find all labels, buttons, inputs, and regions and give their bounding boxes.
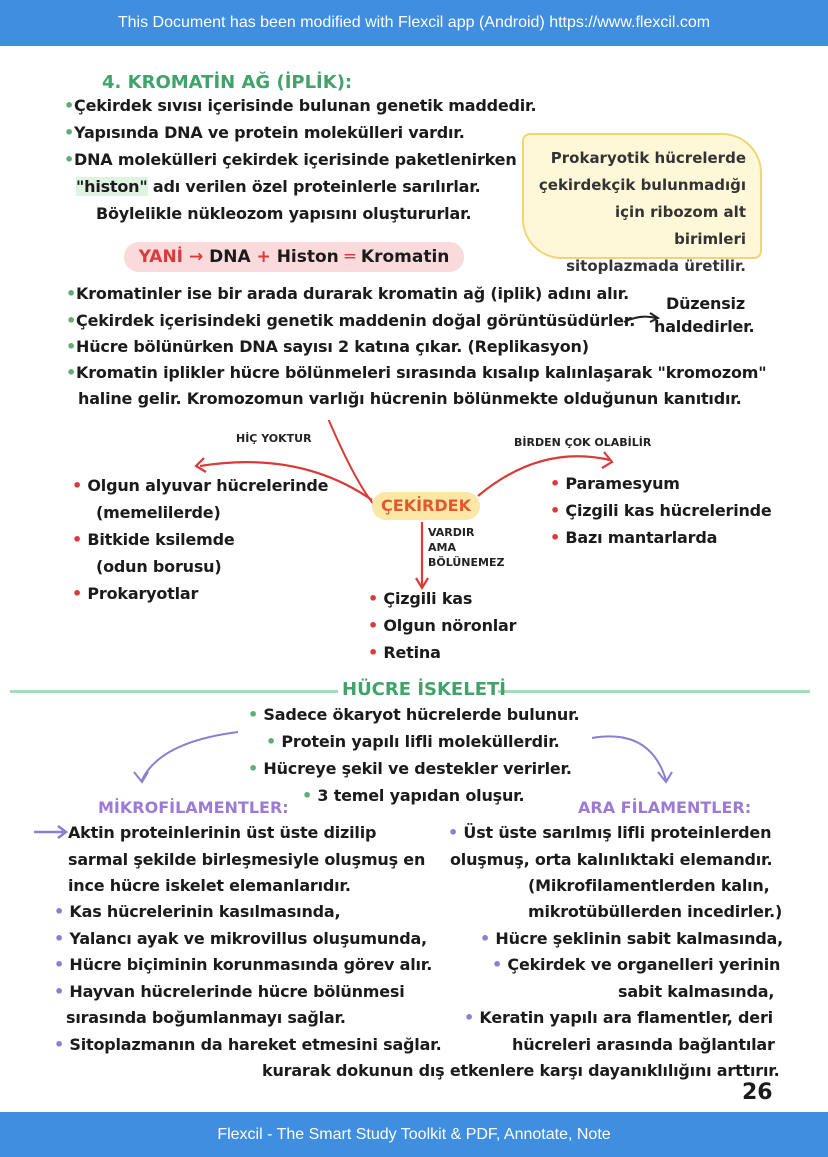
kromatin-bullet: •Kromatinler ise bir arada durarak kromatin ağ (iplik) adını alır. bbox=[66, 284, 629, 303]
left-item: • Bitkide ksilemde bbox=[72, 530, 235, 549]
mikro-line: ince hücre iskelet elemanlarıdır. bbox=[68, 876, 351, 895]
divider-right bbox=[498, 690, 810, 693]
left-item: (odun borusu) bbox=[96, 557, 222, 576]
ara-line: • Keratin yapılı ara flamentler, deri bbox=[464, 1008, 773, 1027]
kromatin-title: 4. KROMATİN AĞ (İPLİK): bbox=[102, 72, 353, 93]
birden-cok-label: BİRDEN ÇOK OLABİLİR bbox=[514, 436, 652, 449]
iskelet-title: HÜCRE İSKELETİ bbox=[342, 679, 506, 700]
mikro-title: MİKROFİLAMENTLER: bbox=[98, 798, 289, 817]
hic-yoktur-label: HİÇ YOKTUR bbox=[236, 432, 312, 445]
left-item: • Prokaryotlar bbox=[72, 584, 199, 603]
ara-line: hücreleri arasında bağlantılar bbox=[512, 1035, 775, 1054]
iskelet-bullet: • Sadece ökaryot hücrelerde bulunur. bbox=[248, 705, 580, 724]
ara-line: sabit kalmasında, bbox=[618, 982, 775, 1001]
kromatin-bullet-cont: haline gelir. Kromozomun varlığı hücrenin bölünmekte olduğunun kanıtıdır. bbox=[78, 389, 742, 408]
left-item: • Olgun alyuvar hücrelerinde bbox=[72, 476, 329, 495]
down-item: • Retina bbox=[368, 643, 441, 662]
iskelet-bullet: • 3 temel yapıdan oluşur. bbox=[302, 786, 525, 805]
kromatin-bullet: •DNA molekülleri çekirdek içerisinde paketlenirken bbox=[64, 150, 517, 169]
divider-left bbox=[10, 690, 338, 693]
nukleozom-line: Böylelikle nükleozom yapısını oluştururlar. bbox=[96, 204, 472, 223]
histon-line: "histon" adı verilen özel proteinlerle sarılırlar. bbox=[76, 177, 481, 196]
mikro-line: • Hayvan hücrelerinde hücre bölünmesi bbox=[54, 982, 405, 1001]
cekirdek-center: ÇEKİRDEK bbox=[372, 492, 480, 520]
iskelet-bullet: • Protein yapılı lifli moleküllerdir. bbox=[266, 732, 560, 751]
mikro-line: Aktin proteinlerinin üst üste dizilip bbox=[68, 823, 377, 842]
flexcil-header-banner: This Document has been modified with Flexcil app (Android) https://www.flexcil.com bbox=[0, 0, 828, 46]
kromatin-formula: YANİ → DNA + Histon ═ Kromatin bbox=[124, 242, 464, 272]
ara-line: mikrotübüllerden incedirler.) bbox=[528, 902, 783, 921]
flexcil-footer-banner: Flexcil - The Smart Study Toolkit & PDF, Annotate, Note bbox=[0, 1112, 828, 1157]
ara-title: ARA FİLAMENTLER: bbox=[578, 798, 752, 817]
kromatin-bullet: •Çekirdek içerisindeki genetik maddenin doğal görüntüsüdürler. bbox=[66, 311, 636, 330]
mikro-line: • Hücre biçiminin korunmasında görev alır. bbox=[54, 955, 433, 974]
left-item: (memelilerde) bbox=[96, 503, 221, 522]
ara-line: kurarak dokunun dış etkenlere karşı dayanıklılığını arttırır. bbox=[262, 1061, 780, 1080]
page-number: 26 bbox=[742, 1080, 773, 1105]
duzensiz-label: haldedirler. bbox=[654, 317, 755, 336]
kromatin-bullet: •Hücre bölünürken DNA sayısı 2 katına çıkar. (Replikasyon) bbox=[66, 337, 589, 356]
ara-line: • Çekirdek ve organelleri yerinin bbox=[492, 955, 781, 974]
prokaryote-note: Prokaryotik hücrelerde çekirdekçik bulunmadığı için ribozom alt birimleri sitoplazmada üretilir. bbox=[522, 133, 762, 259]
duzensiz-label: Düzensiz bbox=[666, 294, 745, 313]
right-item: • Çizgili kas hücrelerinde bbox=[550, 501, 772, 520]
ara-line: • Hücre şeklinin sabit kalmasında, bbox=[480, 929, 783, 948]
kromatin-bullet: •Kromatin iplikler hücre bölünmeleri sırasında kısalıp kalınlaşarak "kromozom" bbox=[66, 363, 767, 382]
mikro-line: • Kas hücrelerinin kasılmasında, bbox=[54, 902, 341, 921]
mikro-line: • Yalancı ayak ve mikrovillus oluşumunda, bbox=[54, 929, 427, 948]
right-item: • Bazı mantarlarda bbox=[550, 528, 718, 547]
iskelet-bullet: • Hücreye şekil ve destekler verirler. bbox=[248, 759, 572, 778]
iskelet-arrows bbox=[120, 722, 720, 792]
ara-line: • Üst üste sarılmış lifli proteinlerden bbox=[448, 823, 772, 842]
vardir-label: VARDIR AMA BÖLÜNEMEZ bbox=[428, 526, 505, 569]
right-item: • Paramesyum bbox=[550, 474, 680, 493]
kromatin-bullet: •Yapısında DNA ve protein molekülleri vardır. bbox=[64, 123, 465, 142]
down-item: • Çizgili kas bbox=[368, 589, 473, 608]
down-item: • Olgun nöronlar bbox=[368, 616, 517, 635]
ara-line: oluşmuş, orta kalınlıktaki elemandır. bbox=[450, 850, 773, 869]
ara-line: (Mikrofilamentlerden kalın, bbox=[528, 876, 770, 895]
kromatin-bullet: •Çekirdek sıvısı içerisinde bulunan genetik maddedir. bbox=[64, 96, 537, 115]
mikro-line: sırasında boğumlanmayı sağlar. bbox=[66, 1008, 346, 1027]
mikro-line: • Sitoplazmanın da hareket etmesini sağlar. bbox=[54, 1035, 442, 1054]
mikro-line: sarmal şekilde birleşmesiyle oluşmuş en bbox=[68, 850, 426, 869]
mikro-arrow bbox=[32, 824, 70, 840]
